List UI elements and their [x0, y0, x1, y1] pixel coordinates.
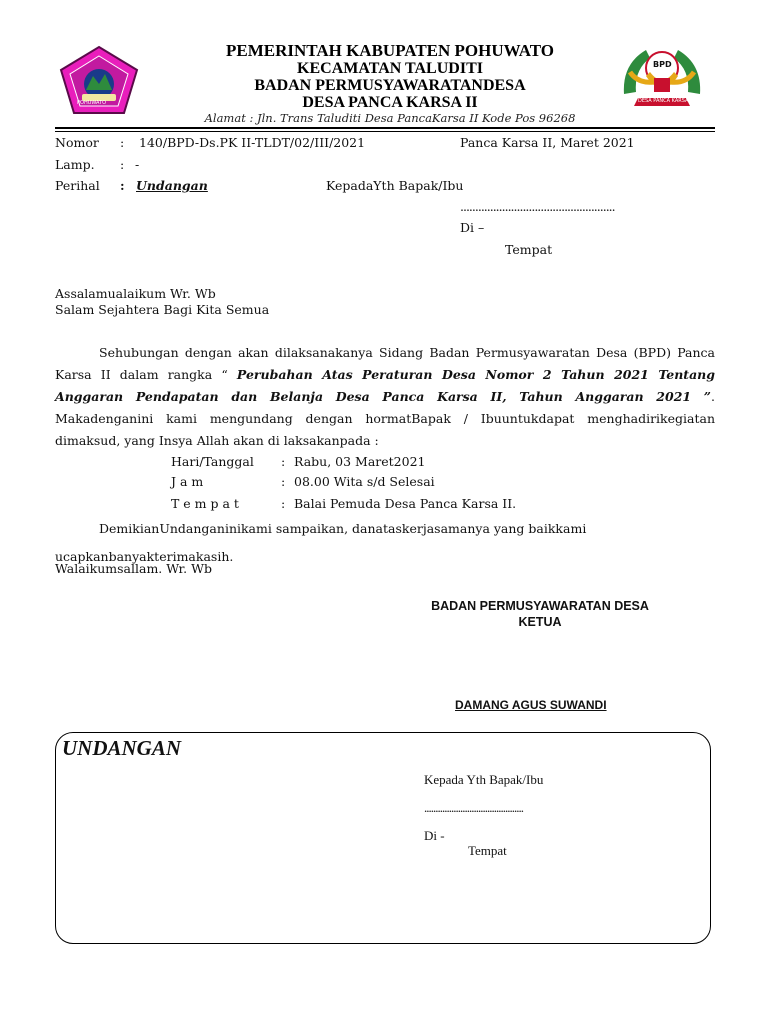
card-dots: ............................................ — [424, 800, 523, 815]
nomor-colon: : — [120, 135, 125, 150]
pohuwato-logo-caption: POHUWATO — [77, 100, 107, 106]
signature-name: DAMANG AGUS SUWANDI — [455, 698, 607, 712]
body-p1-end: . Makadenganini kami mengundang dengan hormatBapak / Ibuuntukdapat menghadirikegiatan dimaksud, yang Insya Allah akan di laksakanpada : — [55, 389, 715, 448]
schedule-label-1: Hari/Tanggal — [171, 454, 254, 469]
card-title: UNDANGAN — [62, 736, 182, 760]
schedule-value-3: Balai Pemuda Desa Panca Karsa II. — [294, 496, 517, 511]
card-to: Kepada Yth Bapak/Ibu — [424, 772, 544, 787]
perihal-label: Perihal — [55, 178, 100, 193]
card-di: Di - — [424, 828, 445, 843]
closing: Walaikumsallam. Wr. Wb — [55, 561, 212, 576]
header-line-4: DESA PANCA KARSA II — [302, 94, 478, 111]
recipient-to: KepadaYth Bapak/Ibu — [326, 178, 464, 193]
card-tempat: Tempat — [468, 843, 507, 858]
header-line-2: KECAMATAN TALUDITI — [297, 60, 483, 77]
body-p1-italic: Perubahan Atas Peraturan Desa Nomor 2 Tahun 2021 Tentang Anggaran Pendapatan dan Belanja Desa Panca Karsa II, Tahun Anggaran 2021 ” — [55, 367, 716, 404]
signature-role: KETUA — [518, 615, 562, 629]
recipient-dots: .................................................... — [460, 199, 615, 214]
lamp-colon: : — [120, 157, 125, 172]
perihal-colon: : — [120, 178, 125, 193]
header-line-3: BADAN PERMUSYAWARATANDESA — [254, 77, 526, 94]
place-date: Panca Karsa II, Maret 2021 — [460, 135, 635, 150]
schedule-value-2: 08.00 Wita s/d Selesai — [294, 474, 435, 489]
header-rule-thick — [55, 127, 715, 129]
nomor-value: 140/BPD-Ds.PK II-TLDT/02/III/2021 — [139, 135, 366, 150]
lamp-label: Lamp. — [55, 157, 95, 172]
schedule-label-3: T e m p a t — [171, 496, 239, 511]
schedule-colon-1: : — [281, 454, 286, 469]
header-rule-thin — [55, 131, 715, 132]
perihal-value: Undangan — [136, 178, 208, 193]
header-line-1: PEMERINTAH KABUPATEN POHUWATO — [225, 41, 555, 60]
schedule-colon-2: : — [281, 474, 286, 489]
invitation-card — [55, 732, 711, 944]
bpd-logo-label: BPD — [653, 60, 672, 69]
greeting-line-1: Assalamualaikum Wr. Wb — [55, 286, 216, 301]
recipient-di: Di – — [460, 220, 485, 235]
body-p1-start: Sehubungan dengan akan dilaksanakanya Sidang Badan Permusyawaratan Desa (BPD) Panca Karsa II dalam rangka “ — [55, 345, 715, 382]
nomor-label: Nomor — [55, 135, 99, 150]
signature-org: BADAN PERMUSYAWARATAN DESA — [431, 599, 649, 613]
body-paragraph-1 — [55, 342, 715, 452]
schedule-colon-3: : — [281, 496, 286, 511]
recipient-tempat: Tempat — [505, 242, 553, 257]
schedule-label-2: J a m — [171, 474, 204, 489]
body-paragraph-2: DemikianUndanganinikami sampaikan, danataskerjasamanya yang baikkami ucapkanbanyakterimakasih. — [55, 521, 587, 564]
greeting-line-2: Salam Sejahtera Bagi Kita Semua — [55, 302, 270, 317]
bpd-logo-ribbon: DESA PANCA KARSA II — [638, 98, 693, 104]
schedule-value-1: Rabu, 03 Maret2021 — [294, 454, 426, 469]
lamp-value: - — [135, 157, 140, 172]
header-address: Alamat : Jln. Trans Taluditi Desa PancaKarsa II Kode Pos 96268 — [204, 111, 576, 125]
